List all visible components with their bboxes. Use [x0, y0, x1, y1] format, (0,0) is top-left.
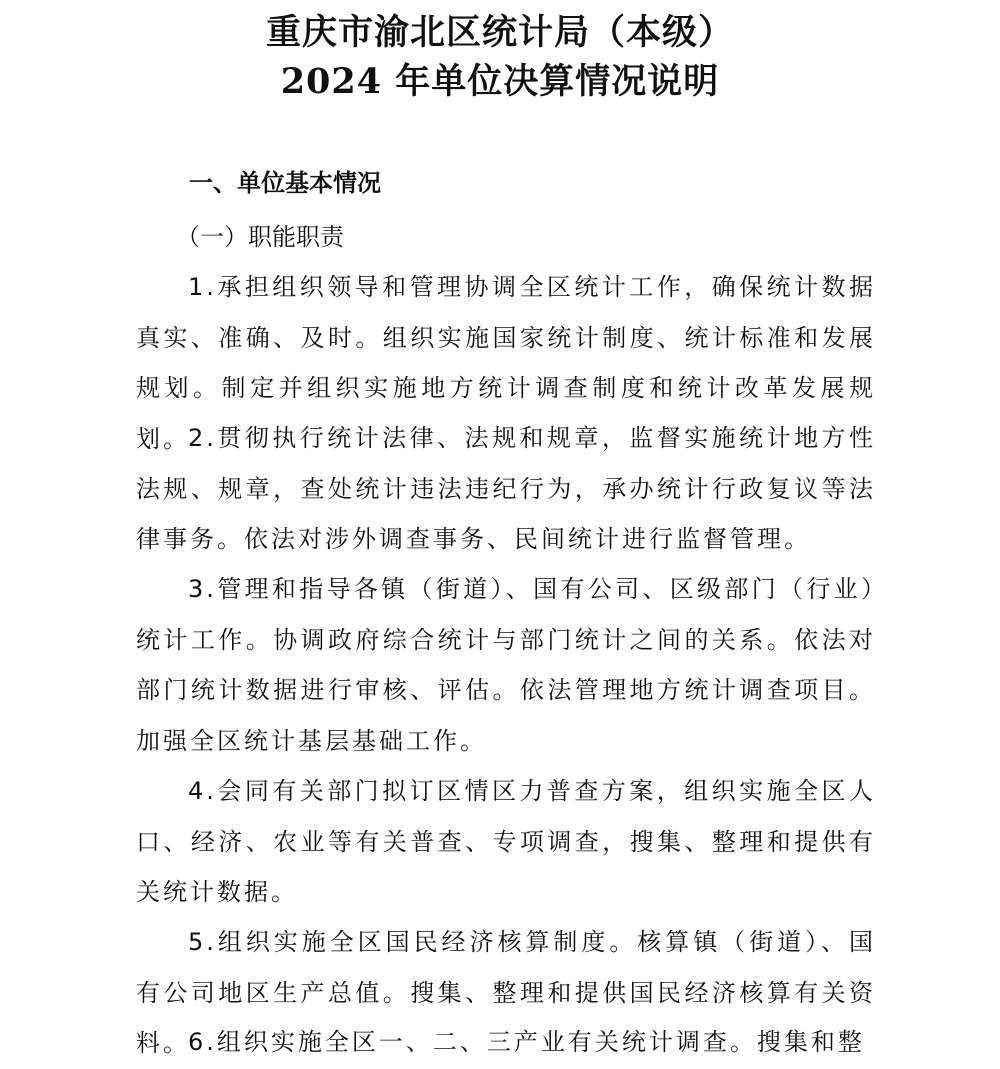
- document-title-line-1: 重庆市渝北区统计局（本级）: [265, 12, 734, 53]
- paragraph-6: 6.组织实施全区一、二、三产业有关统计调查。搜集和整: [188, 1028, 865, 1056]
- section-heading: 一、单位基本情况: [189, 169, 381, 197]
- subsection-heading: （一）职能职责: [176, 223, 344, 251]
- paragraph-2: 2.贯彻执行统计法律、法规和规章，监督实施统计地方性法规、规章，查处统计违法违纪行为，承办统计行政复议等法律事务。依法对涉外调查事务、民间统计进行监督管理。: [136, 424, 876, 553]
- paragraph-4: 4.会同有关部门拟订区情区力普查方案，组织实施全区人口、经济、农业等有关普查、专项调查，搜集、整理和提供有关统计数据。: [136, 777, 876, 906]
- paragraph-1: 1.承担组织领导和管理协调全区统计工作，确保统计数据真实、准确、及时。组织实施国家统计制度、统计标准和发展规划。制定并组织实施地方统计调查制度和统计改革发展规划。: [136, 273, 876, 453]
- document-title-line-2: 2024 年单位决算情况说明: [280, 61, 720, 102]
- paragraph-5: 5.组织实施全区国民经济核算制度。核算镇（街道）、国有公司地区生产总值。搜集、整理和提供国民经济核算有关资料。: [136, 928, 876, 1057]
- paragraph-3: 3.管理和指导各镇（街道）、国有公司、区级部门（行业）统计工作。协调政府综合统计与部门统计之间的关系。依法对部门统计数据进行审核、评估。依法管理地方统计调查项目。加强全区统计基层基础工作。: [136, 575, 876, 755]
